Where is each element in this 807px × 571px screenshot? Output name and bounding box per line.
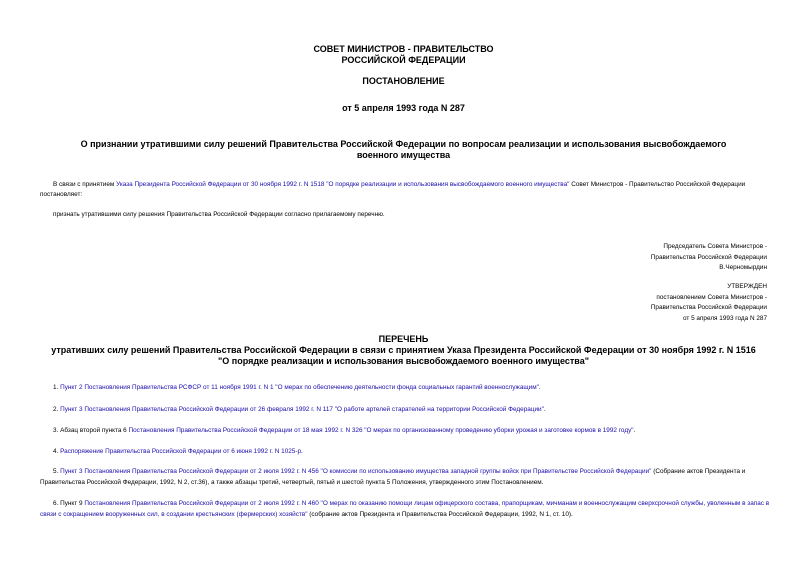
signature-line-2: Правительства Российской Федерации [650,253,767,261]
list-item-plain: Абзац второй пункта 6 [60,427,129,434]
list-item-number: 2. [53,406,61,413]
list-item-number: 5. [53,468,61,475]
list-item-link[interactable]: Постановления Правительства Российской Федерации от 2 июля 1992 г. N 460 "О мерах по оказанию помощи лицам офицерского состава, прапорщикам, мичманам и военнослужащим сверхсрочной службы, уволенным в запас в связи с сокращением вооруженных сил, в создании крестьянских (фермерских) хозяйств" [40,500,770,518]
list-heading: ПЕРЕЧЕНЬ [378,334,429,344]
list-item-link[interactable]: Распоряжение Правительства Российской Федерации от 6 июня 1992 г. N 1025-р [60,448,302,455]
list-item-suffix: (собрание актов Президента и Правительства Российской Федерации, 1992, N 1, ст. 10). [307,510,573,518]
list-item-4 [40,447,770,458]
list-item-number: 1. [53,384,61,391]
document-date-number: от 5 апреля 1993 года N 287 [342,103,465,113]
preamble-text-end: Совет Министров - Правительство Российской Федерации постановляет: [40,181,746,198]
list-item-number: 6. Пункт 9 [53,500,85,507]
approval-block [547,282,767,324]
list-item-link[interactable]: Пункт 2 Постановления Правительства РСФСР от 11 ноября 1991 г. N 1 "О мерах по обеспечению деятельности фонда социальных гарантий военнослужащим" [60,384,539,391]
list-item-link[interactable]: Пункт 3 Постановления Правительства Российской Федерации от 26 февраля 1992 г. N 117 "О работе артелей старателей на территории Российской Федерации" [60,406,544,413]
decree-link[interactable]: Указа Президента Российской Федерации от 30 ноября 1992 г. N 1518 "О порядке реализации и использования высвобождаемого военного имущества" [116,181,570,188]
signature-block [547,242,767,274]
list-item-suffix: . [633,427,636,434]
list-item-number: 3. [53,427,61,434]
list-item-suffix: . [538,384,541,391]
list-item-suffix: . [301,448,303,455]
resolution-text: признать утратившими силу решения Правительства Российской Федерации согласно прилагаемому перечню. [53,211,385,218]
issuer-line-1: СОВЕТ МИНИСТРОВ - ПРАВИТЕЛЬСТВО [313,44,494,54]
signature-line-1: Председатель Совета Министров - [663,243,767,250]
preamble-paragraph [40,180,770,200]
approval-line-3: Правительства Российской Федерации [650,304,767,311]
approval-line-2: постановлением Совета Министров - [656,293,767,301]
list-item-suffix: . [543,406,546,413]
list-item-1 [40,383,770,394]
resolution-paragraph [40,210,770,220]
document-type: ПОСТАНОВЛЕНИЕ [362,76,445,86]
approval-line-1: УТВЕРЖДЕН [727,283,767,290]
preamble-text-start: В связи с принятием [53,181,117,188]
approval-line-4: от 5 апреля 1993 года N 287 [682,314,767,322]
list-item-link[interactable]: Постановления Правительства Российской Федерации от 18 мая 1992 г. N 326 "О мерах по организованному проведению уборки урожая и заготовке кормов в 1992 году" [128,427,634,434]
list-subtitle: утративших силу решений Правительства Российской Федерации в связи с принятием Указа Президента Российской Федерации от 30 ноября 1992 г. N 1516 "О порядке реализации и использования высвобождаемого военного имущества" [51,345,756,366]
signature-name: В.Черномырдин [719,264,767,271]
list-item-suffix: (Собрание актов Президента и Правительства Российской Федерации, 1992, N 2, ст.36), а также абзацы третий, четвертый, пятый и шестой пункта 5 Положения, утвержденного этим Постановлением. [40,468,746,486]
list-item-2 [40,405,770,416]
list-item-6 [40,499,770,520]
document-title: О признании утратившими силу решений Правительства Российской Федерации по вопросам реализации и использования высвобождаемого военного имущества [80,139,727,160]
list-item-3 [40,426,770,437]
list-item-link[interactable]: Пункт 3 Постановления Правительства Российской Федерации от 2 июля 1992 г. N 456 "О комиссии по использованию имущества западной группы войск при Правительстве Российской Федерации" [60,468,652,475]
list-item-number: 4. [53,448,61,455]
issuer-line-2: РОССИЙСКОЙ ФЕДЕРАЦИИ [341,55,466,65]
list-item-5 [40,467,770,488]
